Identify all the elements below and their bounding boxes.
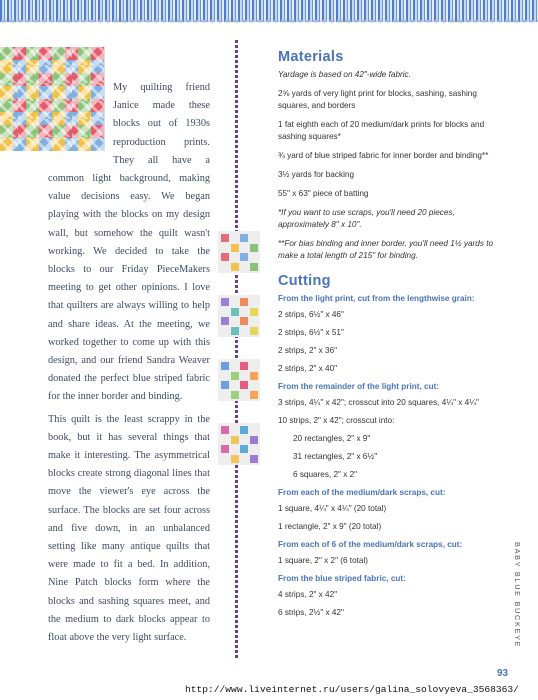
cutting-title: Cutting [278,273,331,289]
cutting-line: 2 strips, 2" x 40" [278,364,338,373]
block-patch [231,455,239,463]
source-url: http://www.liveinternet.ru/users/galina_solovyeva_3568363/ [185,684,519,695]
block-patch [221,445,229,453]
right-column [278,51,498,625]
block-patch [250,327,258,335]
block-patch [250,436,258,444]
vertical-divider [235,40,238,660]
block-patch [221,381,229,389]
cutting-line: 1 square, 2" x 2" (6 total) [278,556,369,565]
cutting-subheading: From the light print, cut from the lengthwise grain: [278,294,475,303]
quilt-block-thumbnail [218,423,260,465]
block-patch [240,362,248,370]
materials-note: **For bias binding and inner border, you'll need 1½ yards to make a total length of 215" for binding. [278,239,494,260]
materials-item: 55" x 63" piece of batting [278,189,369,198]
materials-item: 1 fat eighth each of 20 medium/dark prints for blocks and sashing squares* [278,120,485,141]
block-patch [250,308,258,316]
cutting-subline: 6 squares, 2" x 2" [293,470,358,479]
materials-item: 3½ yards for backing [278,170,355,179]
materials-section [278,51,498,262]
description-paragraph: This quilt is the least scrappy in the book, but it has several things that make it interesting. The asymmetrical blocks create strong diagonal lines that move the viewer's eye across the surface. The blocks are set four across and five down, in an unbalanced setting like many antique quilts that were made to fit a bed. In addition, Nine Patch blocks form where the blocks and sashing squares meet, and the medium to dark blocks appear to float above the very light surface. [48,413,210,644]
cutting-subline: 31 rectangles, 2" x 6½" [293,452,378,461]
block-patch [250,263,258,271]
cutting-subheading: From the remainder of the light print, cut: [278,382,440,391]
block-patch [231,372,239,380]
quilt-block-thumbnail [218,295,260,337]
cutting-section [278,275,498,619]
materials-note: *If you want to use scraps, you'll need 20 pieces, approximately 8" x 10". [278,208,455,229]
block-patch [250,244,258,252]
spine-title: BABY BLUE BUCKEYE [513,542,522,649]
cutting-line: 10 strips, 2" x 42"; crosscut into: [278,416,395,425]
quilt-block-thumbnail [218,359,260,401]
block-patch [231,263,239,271]
block-patch [240,426,248,434]
block-patch [240,253,248,261]
block-patch [240,234,248,242]
cutting-subheading: From the blue striped fabric, cut: [278,574,406,583]
block-patch [250,455,258,463]
cutting-subline: 20 rectangles, 2" x 9" [293,434,371,443]
block-patch [231,244,239,252]
materials-item: 2⅝ yards of very light print for blocks, sashing, sashing squares, and borders [278,89,477,110]
materials-intro: Yardage is based on 42"-wide fabric. [278,70,411,79]
quilt-block-thumbnail [218,231,260,273]
materials-item: ¾ yard of blue striped fabric for inner border and binding** [278,151,489,160]
cutting-line: 6 strips, 2½" x 42" [278,608,344,617]
block-patch [221,426,229,434]
block-patch [240,381,248,389]
page-number: 93 [497,668,509,679]
cutting-line: 2 strips, 6½" x 46" [278,310,344,319]
block-patch [221,234,229,242]
block-patch [221,298,229,306]
block-patch [231,327,239,335]
cutting-line: 1 rectangle, 2" x 9" (20 total) [278,522,382,531]
block-patch [250,372,258,380]
block-patch [231,308,239,316]
cutting-subheading: From each of 6 of the medium/dark scraps, cut: [278,540,463,549]
block-patch [240,317,248,325]
block-patch [221,317,229,325]
decorative-top-band [0,0,538,22]
intro-paragraph: My quilting friend Janice made these blocks out of 1930s reproduction prints. They all have a common light background, making value decisions easy. We began playing with the blocks on my design wall, but somehow the quilt wasn't working. We decided to take the blocks to our Friday PieceMakers meeting to get other opinions. I love that quilters are always willing to help and share ideas. At the meeting, we worked together to come up with this design, and our friend Sandra Weaver donated the perfect blue striped fabric for the inner border and binding. [48,82,210,403]
cutting-subheading: From each of the medium/dark scraps, cut: [278,488,446,497]
cutting-line: 2 strips, 2" x 36" [278,346,338,355]
block-patch [231,436,239,444]
cutting-line: 2 strips, 6½" x 51" [278,328,344,337]
cutting-line: 1 square, 4¼" x 4¼" (20 total) [278,504,387,513]
left-column-text [48,79,210,651]
cutting-line: 4 strips, 2" x 42" [278,590,338,599]
block-patch [231,391,239,399]
block-patch [221,362,229,370]
block-patch [221,253,229,261]
block-patch [240,298,248,306]
photo-wrap-spacer [48,77,113,153]
cutting-line: 3 strips, 4¼" x 42"; crosscut into 20 squares, 4¼" x 4¼" [278,398,479,407]
materials-title: Materials [278,49,344,65]
block-patch [240,445,248,453]
block-patch [250,391,258,399]
